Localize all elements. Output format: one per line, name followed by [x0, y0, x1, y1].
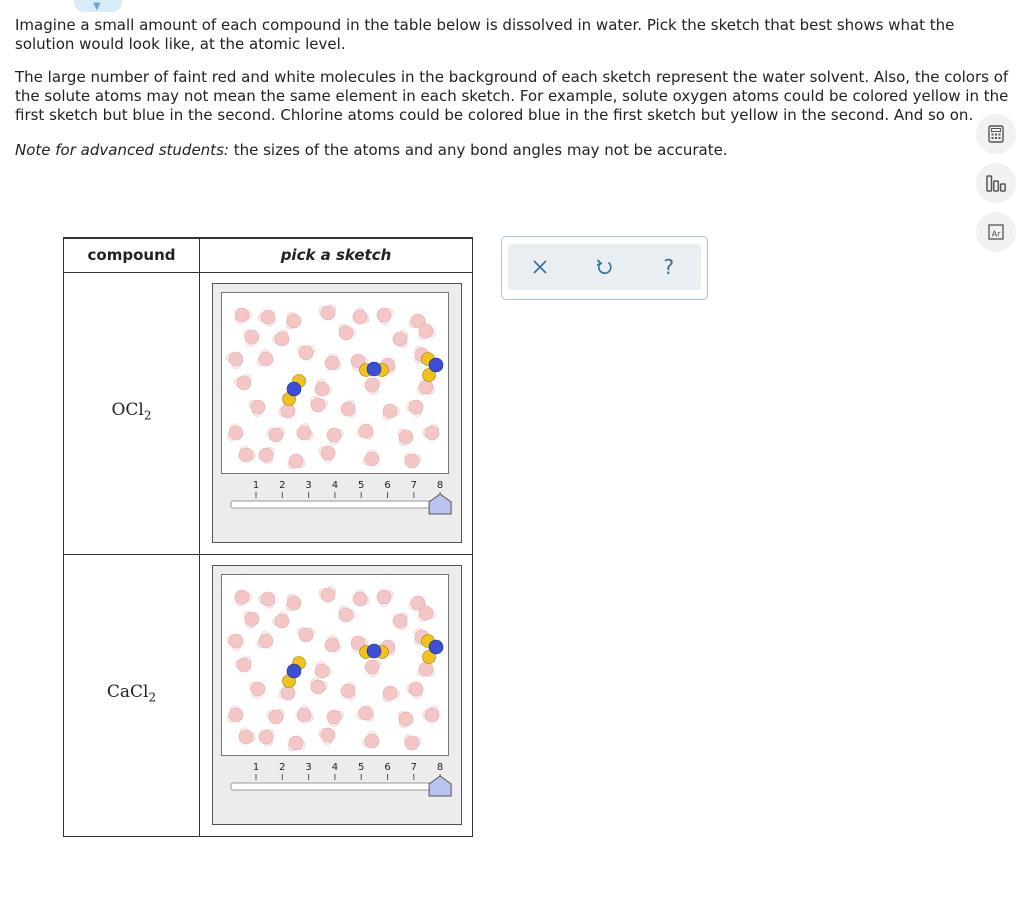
water-molecule: [339, 606, 355, 622]
water-molecule: [235, 590, 252, 606]
water-molecule: [327, 710, 343, 726]
help-icon: ?: [663, 254, 675, 279]
water-molecule: [363, 732, 379, 748]
water-molecule: [239, 446, 255, 462]
compound-table: [63, 237, 473, 837]
solute-blue-atom: [287, 382, 301, 396]
water-molecule: [235, 656, 252, 672]
water-molecule: [419, 606, 436, 622]
solute-molecule: [283, 375, 306, 406]
water-molecule: [288, 736, 305, 751]
water-molecule: [407, 682, 423, 698]
sketch-slider[interactable]: [213, 474, 461, 520]
side-toolbar: [976, 114, 1018, 261]
slider-tick-label: 8: [436, 480, 444, 491]
sketch-slider[interactable]: [213, 756, 461, 802]
instruction-paragraph-1: Imagine a small amount of each compound in the table below is dissolved in water. Pick the sketch that best shows what the solution would look like, at the atomic level.: [15, 16, 955, 53]
water-molecule: [398, 429, 413, 446]
water-molecule: [327, 428, 343, 444]
water-molecule: [393, 613, 408, 630]
molecular-sketch: [221, 292, 449, 474]
advanced-note-label: Note for advanced students:: [15, 141, 229, 159]
solute-molecule: [360, 362, 389, 377]
water-molecule: [267, 427, 284, 442]
table-header-row: [64, 238, 473, 273]
help-button[interactable]: [649, 247, 689, 287]
instructions: [15, 16, 1015, 174]
water-molecule: [319, 305, 336, 320]
slider-tick-label: 5: [358, 480, 365, 491]
water-molecule: [273, 330, 289, 346]
water-molecule: [353, 308, 369, 324]
solute-molecule: [422, 353, 444, 382]
slider-track[interactable]: [231, 501, 451, 508]
clear-button[interactable]: [520, 247, 560, 287]
slider-track[interactable]: [231, 783, 451, 790]
water-molecule: [363, 450, 379, 466]
solute-blue-atom: [287, 664, 301, 678]
water-molecule: [339, 324, 355, 340]
water-molecule: [267, 709, 284, 724]
sketch-picker: [212, 283, 462, 543]
water-molecule: [419, 324, 436, 340]
water-molecule: [383, 404, 399, 420]
slider-tick-label: 3: [305, 480, 312, 491]
slider-tick-label: 1: [252, 762, 260, 773]
water-molecule: [423, 424, 439, 440]
water-molecule: [297, 706, 313, 722]
water-molecule: [228, 424, 243, 441]
water-molecule: [227, 352, 243, 368]
water-molecule: [259, 447, 274, 464]
water-molecule: [357, 706, 374, 721]
instruction-paragraph-2: The large number of faint red and white molecules in the background of each sketch represent the water solvent. Also, the colors of the solute atoms may not mean the same element in each sketch. For example, solute oxygen atoms could be colored yellow in the first sketch but blue in the second. Chlorine atoms could be colored blue in the first sketch but yellow in the second. And so on.: [15, 68, 1009, 124]
advanced-note: [15, 141, 1015, 160]
table-row: [64, 273, 473, 555]
water-molecule: [418, 662, 435, 677]
water-molecule: [365, 660, 381, 677]
slider-tick-label: 7: [410, 480, 417, 491]
water-molecule: [311, 396, 328, 412]
answer-toolbar-inner: [508, 244, 701, 290]
slider-tick-label: 6: [384, 762, 391, 773]
bar-chart-icon[interactable]: [976, 163, 1016, 203]
water-molecule: [311, 678, 328, 694]
formula-main: CaCl: [106, 682, 149, 703]
water-molecule: [286, 594, 301, 611]
top-panel-tab[interactable]: [74, 0, 122, 12]
slider-tick-label: 2: [279, 762, 286, 773]
slider-tick-label: 2: [279, 480, 286, 491]
water-molecule: [418, 380, 435, 395]
water-molecule: [273, 612, 289, 628]
solute-blue-atom: [429, 640, 443, 654]
water-molecule: [383, 686, 399, 702]
compound-formula: [64, 273, 200, 555]
chevron-down-icon: ▼: [93, 1, 101, 12]
water-molecule: [315, 380, 331, 396]
compound-column-header: compound: [64, 238, 200, 273]
water-molecule: [357, 424, 374, 439]
water-molecule: [235, 308, 252, 324]
slider-tick-label: 4: [331, 480, 339, 491]
formula-main: OCl: [111, 400, 144, 421]
water-molecule: [407, 400, 423, 416]
water-molecule: [259, 729, 274, 746]
compound-formula: [64, 555, 200, 837]
answer-toolbar: [501, 236, 708, 300]
molecular-sketch: [221, 574, 449, 756]
water-molecule: [393, 331, 408, 348]
water-molecule: [325, 636, 341, 653]
advanced-note-text: the sizes of the atoms and any bond angles may not be accurate.: [228, 141, 728, 159]
slider-handle[interactable]: [429, 494, 451, 514]
slider-tick-label: 4: [331, 762, 339, 773]
solute-blue-atom: [429, 358, 443, 372]
sketch-picker-cell: [200, 555, 473, 837]
water-molecule: [249, 682, 265, 698]
periodic-table-symbol: Ar: [991, 229, 1001, 239]
water-molecule: [257, 350, 273, 366]
water-molecule: [259, 310, 275, 326]
solute-blue-atom: [367, 362, 381, 376]
sketch-picker: [212, 565, 462, 825]
slider-tick-label: 3: [305, 762, 312, 773]
water-molecule: [319, 446, 335, 462]
close-icon: [532, 259, 548, 275]
water-molecule: [235, 374, 252, 390]
water-molecule: [325, 354, 341, 371]
undo-button[interactable]: [584, 247, 624, 287]
formula-subscript: 2: [148, 690, 157, 705]
water-molecule: [297, 424, 313, 440]
water-molecule: [404, 735, 421, 750]
slider-tick-label: 6: [384, 480, 391, 491]
solute-molecule: [422, 635, 444, 664]
sketch-picker-cell: [200, 273, 473, 555]
solute-blue-atom: [367, 644, 381, 658]
water-molecule: [404, 453, 421, 468]
water-molecule: [257, 632, 273, 648]
periodic-table-icon[interactable]: [976, 212, 1016, 252]
water-molecule: [315, 662, 331, 678]
calculator-icon[interactable]: [976, 114, 1016, 154]
water-molecule: [319, 587, 336, 602]
sketch-column-header: pick a sketch: [200, 238, 473, 273]
water-molecule: [227, 634, 243, 650]
solute-molecule: [283, 657, 306, 688]
water-molecule: [244, 611, 259, 628]
water-molecule: [288, 454, 305, 469]
table-row: [64, 555, 473, 837]
solute-molecule: [360, 644, 389, 659]
formula-subscript: 2: [143, 408, 152, 423]
water-molecule: [377, 590, 393, 606]
slider-tick-label: 1: [252, 480, 260, 491]
water-molecule: [319, 728, 335, 744]
water-molecule: [398, 711, 413, 728]
slider-handle[interactable]: [429, 776, 451, 796]
water-molecule: [298, 345, 315, 360]
water-molecule: [341, 682, 356, 699]
water-molecule: [286, 312, 301, 329]
water-molecule: [249, 400, 265, 416]
water-molecule: [365, 378, 381, 395]
slider-tick-label: 5: [358, 762, 365, 773]
water-molecule: [244, 329, 259, 346]
slider-tick-label: 7: [410, 762, 417, 773]
water-molecule: [353, 590, 369, 606]
water-molecule: [341, 400, 356, 417]
slider-tick-label: 8: [436, 762, 444, 773]
undo-icon: [594, 257, 614, 277]
water-molecule: [423, 706, 439, 722]
water-molecule: [259, 592, 275, 608]
water-molecule: [377, 308, 393, 324]
water-molecule: [228, 706, 243, 723]
water-molecule: [298, 627, 315, 642]
water-molecule: [239, 728, 255, 744]
